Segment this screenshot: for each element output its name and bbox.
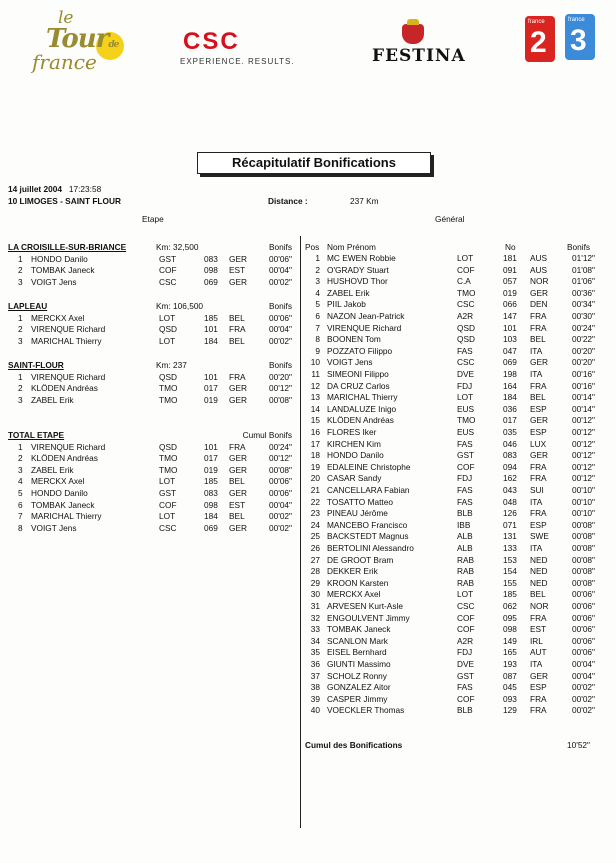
section-name: LAPLEAU	[8, 301, 48, 311]
table-row: 1 MC EWEN Robbie LOT 181 AUS 01'12"	[315, 253, 595, 263]
table-row: 3 HUSHOVD Thor C.A 057 NOR 01'06"	[315, 276, 595, 287]
table-row: 11 SIMEONI Filippo DVE 198 ITA 00'16"	[311, 369, 595, 379]
section-header	[8, 242, 300, 254]
france3-logo: france 3	[565, 14, 595, 60]
distance-label: Distance :	[268, 196, 308, 206]
table-row: 27 DE GROOT Bram RAB 153 NED 00'08"	[310, 554, 595, 565]
tour-de-france-logo: le Tourde france	[26, 6, 116, 76]
table-row: 22 TOSATTO Matteo FAS 048 ITA 00'10"	[310, 496, 595, 507]
table-row: 30 MERCKX Axel LOT 185 BEL 00'06"	[310, 589, 595, 600]
table-row: 25 BACKSTEDT Magnus ALB 131 SWE 00'08"	[310, 531, 595, 542]
general-header: Général	[435, 214, 465, 224]
table-row: 5 HONDO Danilo GST 083 GER 00'06"	[18, 488, 292, 498]
tour-logo-word: Tourde	[46, 24, 119, 54]
section-km: Km: 106,500	[156, 301, 204, 311]
table-row: 5 PIIL Jakob CSC 066 DEN 00'34"	[315, 299, 595, 310]
table-row: 16 FLORES Iker EUS 035 ESP 00'12"	[310, 427, 595, 437]
table-row: 6 NAZON Jean-Patrick A2R 147 FRA 00'30"	[315, 311, 595, 321]
table-row: 40 VOECKLER Thomas BLB 129 FRA 00'02"	[310, 705, 595, 716]
table-row: 17 KIRCHEN Kim FAS 046 LUX 00'12"	[310, 438, 595, 449]
table-row: 15 KLÖDEN Andréas TMO 017 GER 00'12"	[310, 415, 595, 426]
festina-logo: FESTINA	[372, 24, 454, 68]
table-row: 39 CASPER Jimmy COF 093 FRA 00'02"	[310, 693, 595, 704]
table-row: 33 TOMBAK Janeck COF 098 EST 00'06"	[310, 624, 595, 635]
csc-logo: CSC EXPERIENCE. RESULTS.	[180, 28, 295, 66]
table-row: 21 CANCELLARA Fabian FAS 043 SUI 00'10"	[310, 485, 595, 495]
table-row: 24 MANCEBO Francisco IBB 071 ESP 00'08"	[310, 519, 595, 530]
table-row: 26 BERTOLINI Alessandro ALB 133 ITA 00'08"	[310, 543, 595, 553]
table-row: 3 VOIGT Jens CSC 069 GER 00'02"	[18, 276, 292, 287]
cumul-value: 10'52"	[567, 740, 590, 750]
table-row: 18 HONDO Danilo GST 083 GER 00'12"	[310, 450, 595, 461]
section-km: Km: 237	[156, 360, 187, 370]
date-time: 14 juillet 2004 17:23:58	[8, 184, 102, 194]
table-row: 9 POZZATO Filippo FAS 047 ITA 00'20"	[315, 345, 595, 356]
table-row: 20 CASAR Sandy FDJ 162 FRA 00'12"	[310, 473, 595, 484]
section-name: TOTAL ETAPE	[8, 430, 65, 440]
table-row: 3 ZABEL Erik TMO 019 GER 00'08"	[18, 464, 292, 475]
distance-value: 237 Km	[350, 196, 379, 206]
table-row: 38 GONZALEZ Aitor FAS 045 ESP 00'02"	[310, 682, 595, 693]
table-row: 31 ARVESEN Kurt-Asle CSC 062 NOR 00'06"	[310, 601, 595, 611]
column-divider	[300, 236, 301, 828]
table-row: 7 VIRENQUE Richard QSD 101 FRA 00'24"	[315, 322, 595, 333]
table-row: 14 LANDALUZE Inigo EUS 036 ESP 00'14"	[310, 403, 595, 414]
table-row: 2 O'GRADY Stuart COF 091 AUS 01'08"	[315, 264, 595, 275]
table-row: 6 TOMBAK Janeck COF 098 EST 00'04"	[18, 499, 292, 510]
table-row: 8 BOONEN Tom QSD 103 BEL 00'22"	[315, 334, 595, 345]
table-row: 35 EISEL Bernhard FDJ 165 AUT 00'06"	[310, 647, 595, 658]
table-row: 7 MARICHAL Thierry LOT 184 BEL 00'02"	[18, 511, 292, 522]
table-row: 2 KLÖDEN Andréas TMO 017 GER 00'12"	[18, 453, 292, 464]
crest-icon	[402, 24, 424, 44]
cumul-label: Cumul des Bonifications	[305, 740, 403, 750]
section-header	[8, 360, 300, 372]
table-row: 1 MERCKX Axel LOT 185 BEL 00'06"	[18, 312, 292, 323]
section-km: Km: 32,500	[156, 242, 199, 252]
table-row: 28 DEKKER Erik RAB 154 NED 00'08"	[310, 566, 595, 577]
table-row: 3 ZABEL Erik TMO 019 GER 00'08"	[18, 394, 292, 405]
table-row: 2 TOMBAK Janeck COF 098 EST 00'04"	[18, 265, 292, 276]
table-row: 23 PINEAU Jérôme BLB 126 FRA 00'10"	[310, 508, 595, 519]
table-row: 36 GIUNTI Massimo DVE 193 ITA 00'04"	[310, 659, 595, 669]
section-name: SAINT-FLOUR	[8, 360, 64, 370]
table-row: 29 KROON Karsten RAB 155 NED 00'08"	[310, 577, 595, 588]
table-row: 1 VIRENQUE Richard QSD 101 FRA 00'24"	[18, 441, 292, 452]
table-row: 1 HONDO Danilo GST 083 GER 00'06"	[18, 253, 292, 264]
table-row: 4 ZABEL Erik TMO 019 GER 00'36"	[315, 287, 595, 298]
section-col-label: Bonifs	[268, 301, 292, 311]
section-name: LA CROISILLE-SUR-BRIANCE	[8, 242, 127, 252]
section-col-label: Bonifs	[268, 242, 292, 252]
table-row: 3 MARICHAL Thierry LOT 184 BEL 00'02"	[18, 335, 292, 346]
section-header	[8, 430, 300, 442]
table-row: 13 MARICHAL Thierry LOT 184 BEL 00'14"	[310, 392, 595, 403]
table-row: 1 VIRENQUE Richard QSD 101 FRA 00'20"	[18, 371, 292, 382]
table-row: 12 DA CRUZ Carlos FDJ 164 FRA 00'16"	[310, 380, 595, 391]
table-row: 37 SCHOLZ Ronny GST 087 GER 00'04"	[310, 670, 595, 681]
page-title: Récapitulatif Bonifications	[197, 152, 431, 174]
section-col-label: Cumul Bonifs	[242, 430, 292, 440]
table-row: 8 VOIGT Jens CSC 069 GER 00'02"	[18, 522, 292, 533]
table-row: 4 MERCKX Axel LOT 185 BEL 00'06"	[18, 476, 292, 487]
table-row: 10 VOIGT Jens CSC 069 GER 00'20"	[310, 357, 595, 368]
etape-header: Etape	[142, 214, 164, 224]
table-row: 32 ENGOULVENT Jimmy COF 095 FRA 00'06"	[310, 612, 595, 623]
section-col-label: Bonifs	[268, 360, 292, 370]
table-row: 2 KLÖDEN Andréas TMO 017 GER 00'12"	[18, 383, 292, 394]
table-row: 34 SCANLON Mark A2R 149 IRL 00'06"	[310, 635, 595, 646]
table-row: 19 EDALEINE Christophe COF 094 FRA 00'12"	[310, 461, 595, 472]
table-row: 2 VIRENQUE Richard QSD 101 FRA 00'04"	[18, 324, 292, 335]
section-header	[8, 301, 300, 313]
france2-logo: france 2	[525, 16, 555, 62]
general-header-row: Pos Nom Prénom No Bonifs	[305, 242, 591, 252]
stage-name: 10 LIMOGES - SAINT FLOUR	[8, 196, 121, 206]
